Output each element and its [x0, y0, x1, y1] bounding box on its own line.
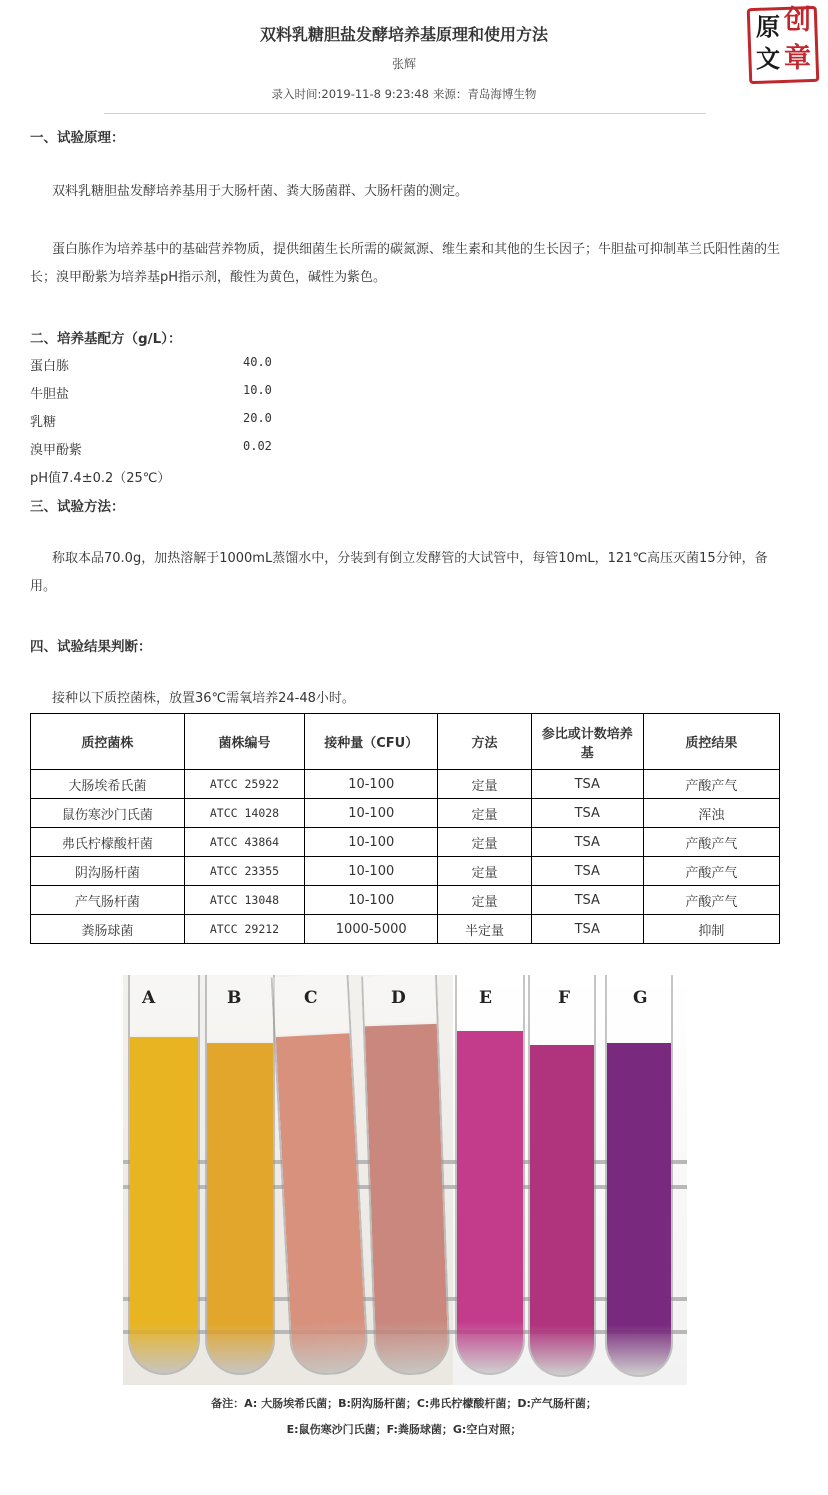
- publish-time: 录入时间:2019-11-8 9:23:48: [271, 87, 429, 101]
- cell-strain-id: ATCC 14028: [184, 799, 305, 828]
- cell-inoculum: 1000-5000: [305, 915, 438, 944]
- ingredient-name: 溴甲酚紫: [30, 443, 83, 458]
- header-divider: [104, 113, 706, 114]
- table-row: [31, 799, 780, 828]
- cell-strain: 弗氏柠檬酸杆菌: [31, 828, 185, 857]
- principle-paragraph-2: [30, 236, 790, 292]
- tube-label-b: B: [227, 988, 242, 1008]
- col-header-strain-id: 菌株编号: [184, 714, 305, 770]
- cell-inoculum: 10-100: [305, 857, 438, 886]
- cell-reference-medium: TSA: [531, 915, 643, 944]
- cell-method: 定量: [438, 857, 531, 886]
- ingredient-name: 蛋白胨: [30, 359, 70, 374]
- cell-inoculum: 10-100: [305, 886, 438, 915]
- tube-a: [128, 975, 200, 1375]
- table-row: [31, 828, 780, 857]
- tube-label-d: D: [391, 988, 406, 1008]
- principle-paragraph-1: [30, 178, 790, 206]
- tube-g-liquid: [607, 1043, 671, 1375]
- cell-strain-id: ATCC 25922: [184, 770, 305, 799]
- cell-strain-id: ATCC 43864: [184, 828, 305, 857]
- ingredient-name: 牛胆盐: [30, 387, 70, 402]
- col-header-strain: 质控菌株: [31, 714, 185, 770]
- ingredient-value: 20.0: [243, 411, 272, 425]
- cell-inoculum: 10-100: [305, 799, 438, 828]
- tube-f-liquid: [530, 1045, 594, 1375]
- cell-method: 定量: [438, 828, 531, 857]
- tube-label-a: A: [142, 988, 156, 1008]
- original-article-seal: [742, 3, 822, 83]
- seal-char-chuang: 创: [784, 5, 811, 36]
- cell-qc-result: 产酸产气: [643, 857, 779, 886]
- cell-strain-id: ATCC 13048: [184, 886, 305, 915]
- ingredient-value: 0.02: [243, 439, 272, 453]
- photo-caption-line-2: E:鼠伤寒沙门氏菌；F:粪肠球菌；G:空白对照；: [286, 1423, 522, 1436]
- cell-method: 定量: [438, 770, 531, 799]
- tube-g: [605, 975, 673, 1377]
- col-header-qc-result: 质控结果: [643, 714, 779, 770]
- cell-strain: 鼠伤寒沙门氏菌: [31, 799, 185, 828]
- photo-caption-line-1: 备注：A: 大肠埃希氏菌；B:阴沟肠杆菌；C:弗氏柠檬酸杆菌；D:产气肠杆菌；: [211, 1397, 597, 1410]
- seal-char-yuan: 原: [756, 12, 780, 41]
- author-name: 张辉: [391, 57, 416, 71]
- cell-reference-medium: TSA: [531, 886, 643, 915]
- tube-e-liquid: [457, 1031, 523, 1373]
- cell-strain: 阴沟肠杆菌: [31, 857, 185, 886]
- cell-inoculum: 10-100: [305, 828, 438, 857]
- tube-label-g: G: [633, 988, 648, 1008]
- tube-label-e: E: [479, 988, 492, 1008]
- cell-qc-result: 产酸产气: [643, 770, 779, 799]
- ph-value: pH值7.4±0.2（25℃）: [30, 471, 171, 486]
- cell-method: 半定量: [438, 915, 531, 944]
- cell-strain-id: ATCC 23355: [184, 857, 305, 886]
- section-heading-formula: 二、培养基配方（g/L）：: [30, 331, 182, 347]
- cell-strain: 粪肠球菌: [31, 915, 185, 944]
- table-row: [31, 857, 780, 886]
- qc-table: [30, 713, 780, 944]
- ingredient-value: 10.0: [243, 383, 272, 397]
- cell-strain: 大肠埃希氏菌: [31, 770, 185, 799]
- method-paragraph: [30, 545, 790, 601]
- seal-char-wen: 文: [756, 44, 780, 73]
- tube-b-liquid: [207, 1043, 273, 1373]
- cell-qc-result: 产酸产气: [643, 886, 779, 915]
- tube-label-f: F: [558, 988, 571, 1008]
- section-heading-principle: 一、试验原理：: [30, 130, 125, 146]
- col-header-reference-medium: 参比或计数培养基: [531, 714, 643, 770]
- formula-row: [30, 439, 430, 459]
- tube-b: [205, 975, 275, 1375]
- formula-row: [30, 355, 430, 375]
- results-intro: [30, 685, 790, 713]
- tube-c-liquid: [276, 1033, 368, 1374]
- article-meta: [0, 86, 808, 102]
- test-tube-photo: [123, 975, 687, 1385]
- cell-method: 定量: [438, 886, 531, 915]
- cell-reference-medium: TSA: [531, 799, 643, 828]
- results-intro-text: 接种以下质控菌株，放置36℃需氧培养24-48小时。: [52, 691, 355, 706]
- cell-qc-result: 浑浊: [643, 799, 779, 828]
- formula-row: [30, 383, 430, 403]
- seal-char-zhang: 章: [784, 43, 811, 74]
- method-text: 称取本品70.0g，加热溶解于1000mL蒸馏水中，分装到有倒立发酵管的大试管中，每管10mL，121℃高压灭菌15分钟，备用。: [30, 551, 768, 594]
- table-row: [31, 886, 780, 915]
- principle-text-2: 蛋白胨作为培养基中的基础营养物质，提供细菌生长所需的碳氮源、维生素和其他的生长因子；牛胆盐可抑制革兰氏阳性菌的生长；溴甲酚紫为培养基pH指示剂，酸性为黄色，碱性为紫色。: [30, 242, 781, 285]
- tube-d-liquid: [365, 1024, 449, 1374]
- source-label: 来源：青岛海博生物: [432, 87, 537, 101]
- cell-qc-result: 产酸产气: [643, 828, 779, 857]
- ingredient-value: 40.0: [243, 355, 272, 369]
- tube-label-c: C: [304, 988, 318, 1008]
- cell-reference-medium: TSA: [531, 770, 643, 799]
- section-heading-method: 三、试验方法：: [30, 499, 125, 515]
- cell-strain: 产气肠杆菌: [31, 886, 185, 915]
- table-header-row: [31, 714, 780, 770]
- tube-f: [528, 975, 596, 1377]
- cell-reference-medium: TSA: [531, 857, 643, 886]
- col-header-method: 方法: [438, 714, 531, 770]
- cell-strain-id: ATCC 29212: [184, 915, 305, 944]
- col-header-inoculum: 接种量（CFU）: [305, 714, 438, 770]
- formula-row: [30, 411, 430, 431]
- tube-d: [361, 975, 451, 1376]
- tube-e: [455, 975, 525, 1375]
- ingredient-name: 乳糖: [30, 415, 57, 430]
- principle-text-1: 双料乳糖胆盐发酵培养基用于大肠杆菌、粪大肠菌群、大肠杆菌的测定。: [52, 184, 469, 199]
- cell-method: 定量: [438, 799, 531, 828]
- tube-a-liquid: [130, 1037, 198, 1373]
- table-row: [31, 915, 780, 944]
- cell-inoculum: 10-100: [305, 770, 438, 799]
- page-title: 双料乳糖胆盐发酵培养基原理和使用方法: [259, 25, 548, 44]
- cell-qc-result: 抑制: [643, 915, 779, 944]
- table-row: [31, 770, 780, 799]
- section-heading-results: 四、试验结果判断：: [30, 639, 152, 655]
- cell-reference-medium: TSA: [531, 828, 643, 857]
